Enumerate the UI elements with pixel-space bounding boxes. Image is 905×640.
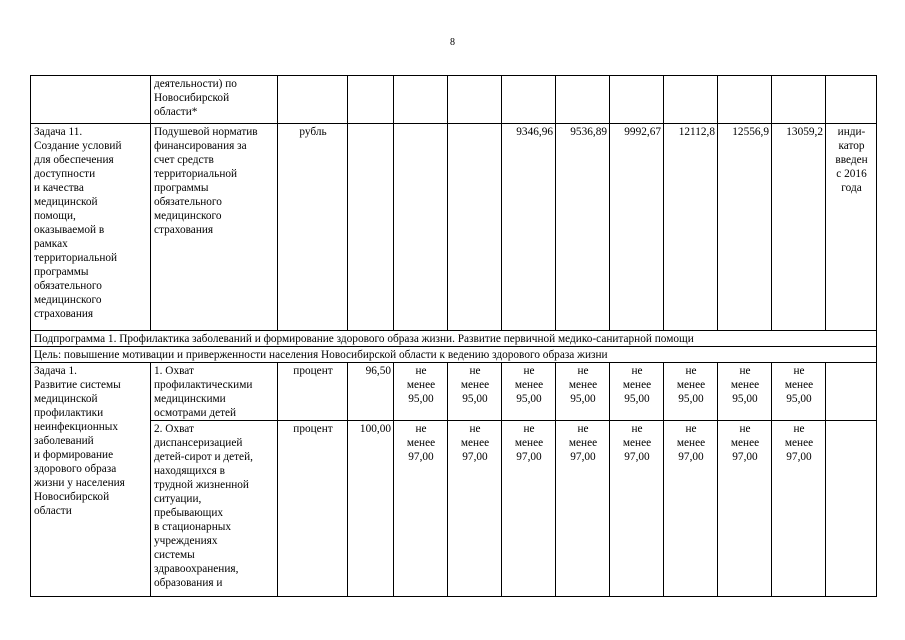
table-row xyxy=(31,421,877,597)
value-cell: не менее 95,00 xyxy=(610,363,664,421)
base-value-cell: 96,50 xyxy=(348,363,394,421)
task-cell xyxy=(31,76,151,124)
value-cell: 13059,2 xyxy=(772,124,826,331)
value-cell: не менее 95,00 xyxy=(448,363,502,421)
note-cell xyxy=(826,421,877,597)
value-cell: не менее 97,00 xyxy=(448,421,502,597)
value-cell xyxy=(394,124,448,331)
table-row xyxy=(31,363,877,421)
value-cell: 9536,89 xyxy=(556,124,610,331)
table-row xyxy=(31,331,877,347)
note-cell: инди- катор введен с 2016 года xyxy=(826,124,877,331)
value-cell: 12556,9 xyxy=(718,124,772,331)
table-row xyxy=(31,76,877,124)
table-row xyxy=(31,124,877,331)
unit-cell: процент xyxy=(278,421,348,597)
unit-cell: рубль xyxy=(278,124,348,331)
note-cell xyxy=(826,363,877,421)
value-cell: не менее 97,00 xyxy=(394,421,448,597)
base-value-cell: 100,00 xyxy=(348,421,394,597)
page-number: 8 xyxy=(450,37,455,48)
value-cell: не менее 95,00 xyxy=(556,363,610,421)
value-cell xyxy=(448,124,502,331)
value-cell: не менее 97,00 xyxy=(556,421,610,597)
value-cell: не менее 95,00 xyxy=(394,363,448,421)
indicator-cell: 1. Охват профилактическими медицинскими осмотрами детей xyxy=(151,363,278,421)
value-cell: не менее 97,00 xyxy=(718,421,772,597)
table-row xyxy=(31,347,877,363)
task-cell: Задача 1. Развитие системы медицинской профилактики неинфекционных заболеваний и формирование здорового образа жизни у населения Новосибирской области xyxy=(31,363,151,597)
value-cell: не менее 97,00 xyxy=(772,421,826,597)
goal-title: Цель: повышение мотивации и приверженности населения Новосибирской области к ведению здорового образа жизни xyxy=(31,347,877,363)
indicator-cell: Подушевой норматив финансирования за счет средств территориальной программы обязательного медицинского страхования xyxy=(151,124,278,331)
value-cell: 9992,67 xyxy=(610,124,664,331)
value-cell: 12112,8 xyxy=(664,124,718,331)
indicators-table xyxy=(30,75,877,597)
value-cell: не менее 97,00 xyxy=(610,421,664,597)
indicator-cell: 2. Охват диспансеризацией детей-сирот и детей, находящихся в трудной жизненной ситуации, пребывающих в стационарных учреждениях системы здравоохранения, образования и xyxy=(151,421,278,597)
base-value-cell xyxy=(348,124,394,331)
value-cell: не менее 95,00 xyxy=(502,363,556,421)
value-cell: не менее 97,00 xyxy=(502,421,556,597)
value-cell: не менее 95,00 xyxy=(664,363,718,421)
task-cell: Задача 11. Создание условий для обеспечения доступности и качества медицинской помощи, оказываемой в рамках территориальной программы обязательного медицинского страхования xyxy=(31,124,151,331)
value-cell: не менее 97,00 xyxy=(664,421,718,597)
subprogram-title: Подпрограмма 1. Профилактика заболеваний и формирование здорового образа жизни. Развитие первичной медико-санитарной помощи xyxy=(31,331,877,347)
value-cell: 9346,96 xyxy=(502,124,556,331)
value-cell: не менее 95,00 xyxy=(718,363,772,421)
indicator-cell: деятельности) по Новосибирской области* xyxy=(151,76,278,124)
unit-cell: процент xyxy=(278,363,348,421)
value-cell: не менее 95,00 xyxy=(772,363,826,421)
